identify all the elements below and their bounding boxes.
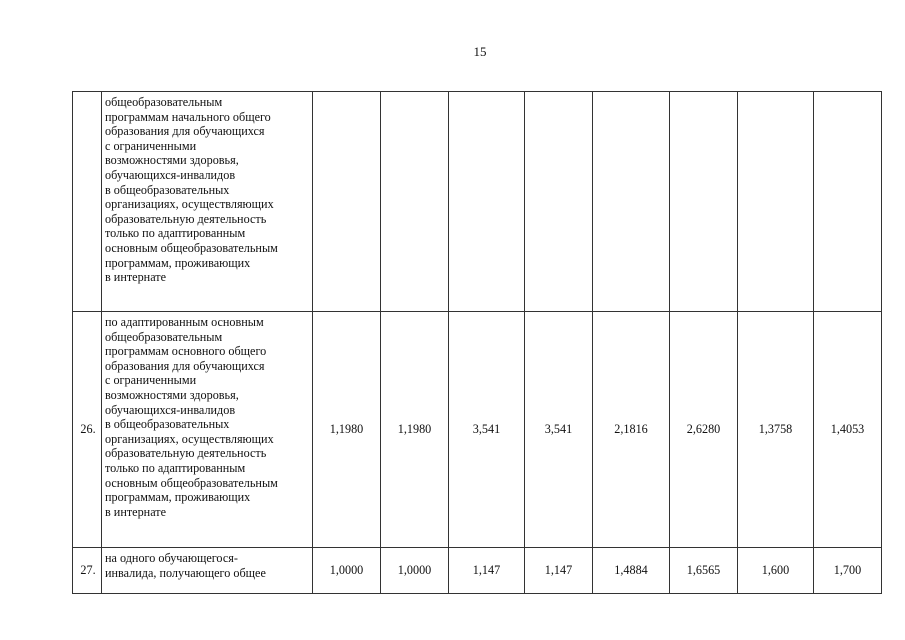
row-number-cell: 26.: [73, 312, 102, 548]
page-number: 15: [473, 44, 487, 59]
value-cell: 1,0000: [381, 548, 449, 594]
value-cell: [814, 92, 882, 312]
row-number-cell: 27.: [73, 548, 102, 594]
value-cell: 1,0000: [313, 548, 381, 594]
row-number-cell: [73, 92, 102, 312]
value-cell: 3,541: [449, 312, 525, 548]
value-cell: 1,3758: [738, 312, 814, 548]
value-cell: 1,147: [525, 548, 593, 594]
value-cell: [525, 92, 593, 312]
value-cell: 2,6280: [670, 312, 738, 548]
coefficients-table: [72, 91, 882, 594]
value-cell: [449, 92, 525, 312]
value-cell: 2,1816: [593, 312, 670, 548]
table-row: [73, 92, 882, 312]
table-row: [73, 312, 882, 548]
value-cell: [670, 92, 738, 312]
value-cell: 1,1980: [313, 312, 381, 548]
row-description-cell: по адаптированным основным общеобразовательным программам основного общего образования для обучающихся с ограниченными возможностями здоровья, обучающихся-инвалидов в общеобразовательных организациях, осуществляющих образовательную деятельность только по адаптированным основным общеобразовательным программам, проживающих в интернате: [102, 312, 313, 548]
row-description-cell: на одного обучающегося- инвалида, получающего общее: [102, 548, 313, 594]
value-cell: 1,4884: [593, 548, 670, 594]
table-row: [73, 548, 882, 594]
value-cell: 1,147: [449, 548, 525, 594]
value-cell: [593, 92, 670, 312]
value-cell: 1,700: [814, 548, 882, 594]
value-cell: 1,1980: [381, 312, 449, 548]
value-cell: 1,600: [738, 548, 814, 594]
value-cell: [313, 92, 381, 312]
row-description-cell: общеобразовательным программам начального общего образования для обучающихся с ограниченными возможностями здоровья, обучающихся-инвалидов в общеобразовательных организациях, осуществляющих образовательную деятельность только по адаптированным основным общеобразовательным программам, проживающих в интернате: [102, 92, 313, 312]
value-cell: 1,6565: [670, 548, 738, 594]
value-cell: [381, 92, 449, 312]
value-cell: 1,4053: [814, 312, 882, 548]
value-cell: 3,541: [525, 312, 593, 548]
value-cell: [738, 92, 814, 312]
